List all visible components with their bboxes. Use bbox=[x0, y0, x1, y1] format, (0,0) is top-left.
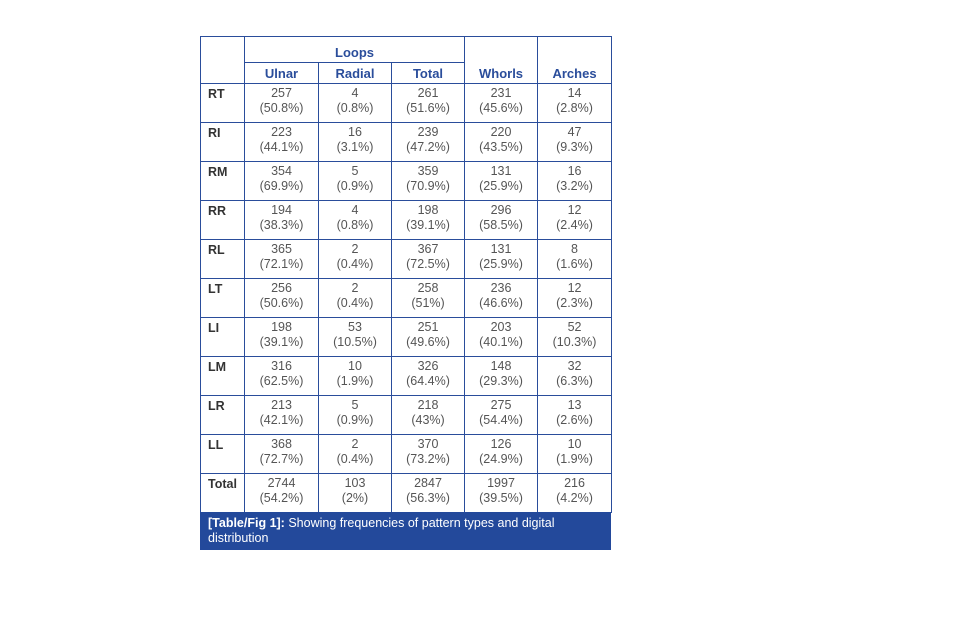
cell-percent: (0.9%) bbox=[336, 413, 374, 427]
cell-count: 103 bbox=[344, 476, 366, 490]
cell-percent: (72.7%) bbox=[259, 452, 304, 466]
table-cell bbox=[392, 201, 465, 240]
table-row bbox=[201, 123, 612, 162]
cell-count: 256 bbox=[271, 281, 292, 295]
cell-percent: (46.6%) bbox=[479, 296, 523, 310]
cell-count: 12 bbox=[567, 281, 582, 295]
cell-percent: (4.2%) bbox=[556, 491, 593, 505]
cell-percent: (3.1%) bbox=[336, 140, 374, 154]
cell-count: 5 bbox=[351, 398, 359, 412]
row-label: LM bbox=[201, 357, 245, 396]
cell-percent: (43.5%) bbox=[479, 140, 523, 154]
cell-count: 354 bbox=[271, 164, 292, 178]
row-label: LR bbox=[201, 396, 245, 435]
cell-count: 1997 bbox=[487, 476, 515, 490]
table-cell bbox=[538, 162, 612, 201]
cell-percent: (72.5%) bbox=[406, 257, 450, 271]
cell-percent: (25.9%) bbox=[479, 257, 523, 271]
loops-group-header: Loops bbox=[245, 37, 465, 63]
cell-count: 236 bbox=[490, 281, 512, 295]
cell-count: 257 bbox=[271, 86, 292, 100]
table-row bbox=[201, 474, 612, 513]
cell-count: 148 bbox=[490, 359, 512, 373]
cell-count: 2 bbox=[351, 281, 359, 295]
cell-count: 4 bbox=[351, 203, 359, 217]
table-cell bbox=[392, 318, 465, 357]
pattern-frequency-table bbox=[200, 36, 612, 513]
table-cell bbox=[538, 435, 612, 474]
cell-percent: (6.3%) bbox=[556, 374, 593, 388]
cell-percent: (10.3%) bbox=[552, 335, 597, 349]
row-label: LL bbox=[201, 435, 245, 474]
col-header-ulnar: Ulnar bbox=[245, 63, 319, 84]
table-cell bbox=[538, 318, 612, 357]
table-cell bbox=[319, 435, 392, 474]
cell-count: 223 bbox=[271, 125, 292, 139]
cell-percent: (51%) bbox=[411, 296, 445, 310]
cell-count: 213 bbox=[271, 398, 292, 412]
table-cell bbox=[319, 474, 392, 513]
cell-count: 239 bbox=[417, 125, 439, 139]
cell-count: 296 bbox=[490, 203, 512, 217]
cell-percent: (54.4%) bbox=[479, 413, 523, 427]
table-cell bbox=[392, 474, 465, 513]
cell-percent: (54.2%) bbox=[259, 491, 304, 505]
cell-count: 216 bbox=[564, 476, 585, 490]
row-label: RR bbox=[201, 201, 245, 240]
cell-count: 47 bbox=[567, 125, 582, 139]
row-label: RM bbox=[201, 162, 245, 201]
cell-percent: (64.4%) bbox=[406, 374, 450, 388]
cell-percent: (29.3%) bbox=[479, 374, 523, 388]
table-cell bbox=[392, 435, 465, 474]
table-cell bbox=[319, 240, 392, 279]
table-cell bbox=[392, 123, 465, 162]
cell-count: 2 bbox=[351, 242, 359, 256]
table-row bbox=[201, 357, 612, 396]
cell-count: 4 bbox=[351, 86, 359, 100]
cell-count: 198 bbox=[417, 203, 439, 217]
row-label: Total bbox=[201, 474, 245, 513]
table-cell bbox=[465, 435, 538, 474]
cell-percent: (49.6%) bbox=[406, 335, 450, 349]
cell-percent: (0.8%) bbox=[336, 101, 374, 115]
table-row bbox=[201, 318, 612, 357]
cell-percent: (44.1%) bbox=[259, 140, 304, 154]
cell-count: 231 bbox=[490, 86, 512, 100]
table-cell bbox=[245, 84, 319, 123]
table-caption bbox=[200, 512, 611, 550]
cell-count: 126 bbox=[490, 437, 512, 451]
cell-count: 10 bbox=[348, 359, 362, 373]
cell-percent: (73.2%) bbox=[406, 452, 450, 466]
cell-percent: (10.5%) bbox=[333, 335, 377, 349]
cell-count: 251 bbox=[417, 320, 439, 334]
cell-count: 131 bbox=[490, 164, 512, 178]
cell-percent: (0.8%) bbox=[336, 218, 374, 232]
table-cell bbox=[245, 201, 319, 240]
caption-text: Showing frequencies of pattern types and digital distribution bbox=[208, 516, 555, 545]
cell-count: 5 bbox=[351, 164, 359, 178]
table-cell bbox=[392, 396, 465, 435]
cell-count: 2744 bbox=[267, 476, 296, 490]
cell-percent: (43%) bbox=[411, 413, 445, 427]
cell-count: 198 bbox=[271, 320, 292, 334]
cell-count: 53 bbox=[348, 320, 362, 334]
table-cell bbox=[538, 474, 612, 513]
cell-count: 370 bbox=[417, 437, 439, 451]
row-label: LT bbox=[201, 279, 245, 318]
table-cell bbox=[538, 84, 612, 123]
cell-percent: (38.3%) bbox=[259, 218, 304, 232]
cell-percent: (50.8%) bbox=[259, 101, 304, 115]
table-cell bbox=[245, 435, 319, 474]
table-cell bbox=[245, 162, 319, 201]
table-row bbox=[201, 279, 612, 318]
col-header-radial: Radial bbox=[319, 63, 392, 84]
table-cell bbox=[392, 240, 465, 279]
col-header-arches: Arches bbox=[538, 37, 612, 84]
table-row bbox=[201, 162, 612, 201]
cell-count: 261 bbox=[417, 86, 439, 100]
corner-header bbox=[201, 37, 245, 84]
cell-count: 32 bbox=[567, 359, 582, 373]
cell-count: 131 bbox=[490, 242, 512, 256]
table-cell bbox=[392, 162, 465, 201]
table-cell bbox=[465, 396, 538, 435]
table-cell bbox=[465, 318, 538, 357]
cell-percent: (72.1%) bbox=[259, 257, 304, 271]
table-cell bbox=[465, 279, 538, 318]
cell-count: 258 bbox=[417, 281, 439, 295]
table-cell bbox=[245, 279, 319, 318]
table-body bbox=[201, 84, 612, 513]
table-cell bbox=[319, 396, 392, 435]
cell-percent: (0.4%) bbox=[336, 452, 374, 466]
cell-count: 316 bbox=[271, 359, 292, 373]
cell-percent: (1.9%) bbox=[556, 452, 593, 466]
table-cell bbox=[538, 201, 612, 240]
table-cell bbox=[319, 84, 392, 123]
row-label: RL bbox=[201, 240, 245, 279]
cell-count: 52 bbox=[567, 320, 582, 334]
cell-count: 194 bbox=[271, 203, 292, 217]
table-cell bbox=[465, 162, 538, 201]
cell-percent: (0.4%) bbox=[336, 296, 374, 310]
cell-count: 10 bbox=[567, 437, 582, 451]
cell-percent: (0.4%) bbox=[336, 257, 374, 271]
cell-percent: (62.5%) bbox=[259, 374, 304, 388]
caption-tag: [Table/Fig 1]: bbox=[208, 516, 285, 530]
cell-count: 2847 bbox=[414, 476, 442, 490]
cell-count: 365 bbox=[271, 242, 292, 256]
table-cell bbox=[245, 474, 319, 513]
table-row bbox=[201, 201, 612, 240]
cell-percent: (1.6%) bbox=[556, 257, 593, 271]
cell-percent: (50.6%) bbox=[259, 296, 304, 310]
cell-percent: (25.9%) bbox=[479, 179, 523, 193]
table-cell bbox=[465, 123, 538, 162]
cell-count: 16 bbox=[567, 164, 582, 178]
table-cell bbox=[392, 357, 465, 396]
table-cell bbox=[245, 357, 319, 396]
table-cell bbox=[538, 279, 612, 318]
cell-percent: (70.9%) bbox=[406, 179, 450, 193]
cell-percent: (3.2%) bbox=[556, 179, 593, 193]
cell-count: 8 bbox=[571, 242, 578, 256]
table-row bbox=[201, 435, 612, 474]
cell-count: 367 bbox=[417, 242, 439, 256]
table-cell bbox=[245, 318, 319, 357]
cell-percent: (24.9%) bbox=[479, 452, 523, 466]
cell-percent: (42.1%) bbox=[259, 413, 304, 427]
table-cell bbox=[319, 162, 392, 201]
table-row bbox=[201, 240, 612, 279]
cell-percent: (2.3%) bbox=[556, 296, 593, 310]
table-row bbox=[201, 396, 612, 435]
table-cell bbox=[319, 318, 392, 357]
cell-count: 16 bbox=[348, 125, 362, 139]
table-cell bbox=[319, 123, 392, 162]
cell-count: 359 bbox=[417, 164, 439, 178]
cell-percent: (56.3%) bbox=[406, 491, 450, 505]
table-cell bbox=[538, 357, 612, 396]
table-cell bbox=[538, 240, 612, 279]
table-cell bbox=[465, 240, 538, 279]
col-header-total: Total bbox=[392, 63, 465, 84]
table-cell bbox=[465, 474, 538, 513]
cell-percent: (39.1%) bbox=[259, 335, 304, 349]
table-cell bbox=[392, 84, 465, 123]
cell-percent: (69.9%) bbox=[259, 179, 304, 193]
table-cell bbox=[319, 357, 392, 396]
cell-percent: (2.4%) bbox=[556, 218, 593, 232]
cell-percent: (39.5%) bbox=[479, 491, 523, 505]
cell-count: 203 bbox=[490, 320, 512, 334]
cell-percent: (40.1%) bbox=[479, 335, 523, 349]
cell-count: 14 bbox=[567, 86, 582, 100]
cell-count: 13 bbox=[567, 398, 582, 412]
cell-percent: (51.6%) bbox=[406, 101, 450, 115]
table-cell bbox=[465, 84, 538, 123]
row-label: RT bbox=[201, 84, 245, 123]
row-label: LI bbox=[201, 318, 245, 357]
cell-percent: (47.2%) bbox=[406, 140, 450, 154]
cell-count: 275 bbox=[490, 398, 512, 412]
cell-percent: (58.5%) bbox=[479, 218, 523, 232]
cell-percent: (9.3%) bbox=[556, 140, 593, 154]
table-figure bbox=[200, 36, 611, 550]
cell-percent: (45.6%) bbox=[479, 101, 523, 115]
cell-count: 2 bbox=[351, 437, 359, 451]
table-cell bbox=[465, 201, 538, 240]
col-header-whorls: Whorls bbox=[465, 37, 538, 84]
table-cell bbox=[245, 240, 319, 279]
cell-percent: (2.6%) bbox=[556, 413, 593, 427]
cell-percent: (39.1%) bbox=[406, 218, 450, 232]
table-cell bbox=[392, 279, 465, 318]
table-cell bbox=[465, 357, 538, 396]
cell-percent: (2%) bbox=[341, 491, 369, 505]
table-cell bbox=[538, 123, 612, 162]
row-label: RI bbox=[201, 123, 245, 162]
table-cell bbox=[319, 201, 392, 240]
cell-count: 326 bbox=[417, 359, 439, 373]
table-cell bbox=[319, 279, 392, 318]
cell-count: 12 bbox=[567, 203, 582, 217]
table-cell bbox=[538, 396, 612, 435]
cell-percent: (1.9%) bbox=[336, 374, 374, 388]
cell-percent: (0.9%) bbox=[336, 179, 374, 193]
cell-count: 218 bbox=[417, 398, 439, 412]
table-cell bbox=[245, 123, 319, 162]
cell-count: 220 bbox=[490, 125, 512, 139]
table-row bbox=[201, 84, 612, 123]
cell-count: 368 bbox=[271, 437, 292, 451]
table-cell bbox=[245, 396, 319, 435]
cell-percent: (2.8%) bbox=[556, 101, 593, 115]
